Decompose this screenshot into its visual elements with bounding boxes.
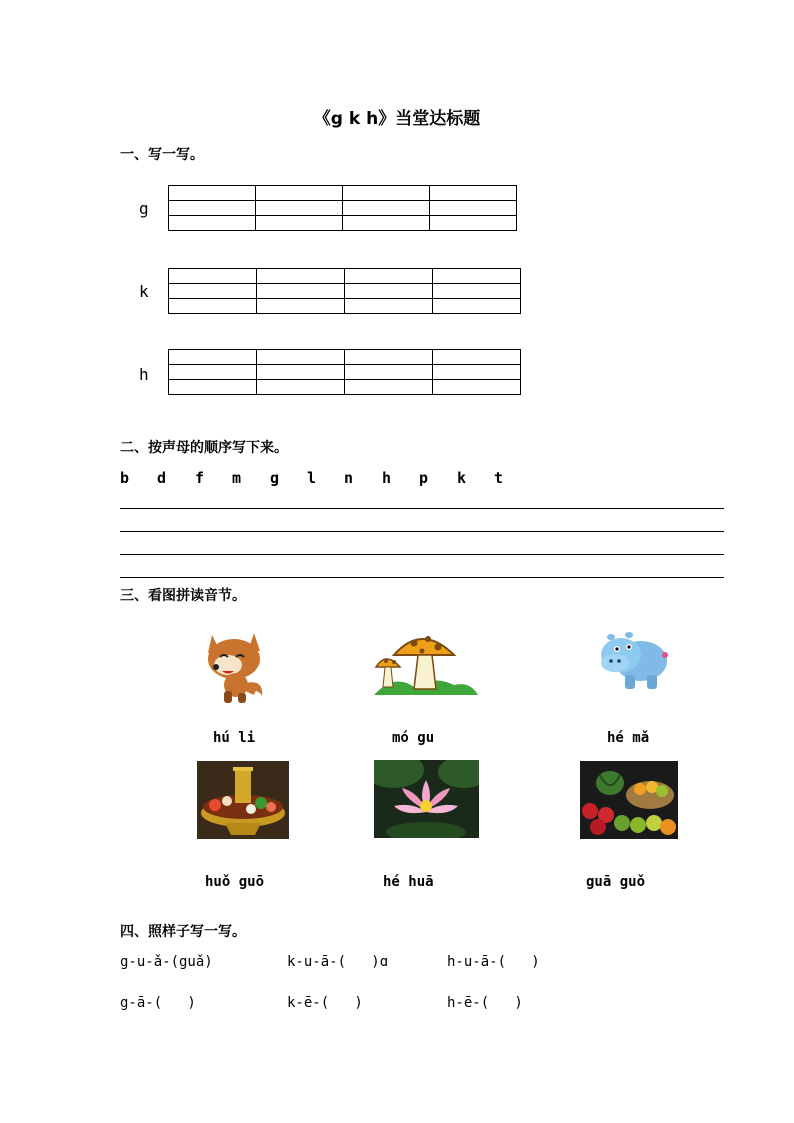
exercise-blank[interactable]: h-u-ā-( ) <box>447 954 540 970</box>
sequence-letter: b <box>120 469 130 487</box>
writing-grid-k[interactable] <box>168 268 521 314</box>
exercise-blank[interactable]: k-u-ā-( )ɑ <box>287 954 389 970</box>
sequence-letter: g <box>270 469 280 487</box>
section-3-heading: 三、看图拼读音节。 <box>120 588 246 604</box>
sequence-letter: t <box>494 469 504 487</box>
sequence-letter: k <box>457 469 467 487</box>
writing-grid-h[interactable] <box>168 349 521 395</box>
lotus-icon <box>374 760 479 838</box>
pinyin-label: hé huā <box>383 874 434 890</box>
section-2-heading: 二、按声母的顺序写下来。 <box>120 440 288 456</box>
pinyin-label: mó gu <box>392 730 435 746</box>
sequence-letter: d <box>157 469 167 487</box>
sequence-letter: m <box>232 469 242 487</box>
grid-letter-g: g <box>139 199 149 218</box>
sequence-letter: f <box>195 469 205 487</box>
pinyin-label: hú li <box>213 730 256 746</box>
hippo-icon <box>595 625 671 695</box>
exercise-blank[interactable]: k-ē-( ) <box>287 995 363 1011</box>
pinyin-label: guā guǒ <box>586 874 646 890</box>
section-4-heading: 四、照样子写一写。 <box>120 924 246 940</box>
sequence-letter: n <box>344 469 354 487</box>
hotpot-icon <box>197 761 289 839</box>
exercise-blank[interactable]: g-ā-( ) <box>120 995 196 1011</box>
fox-icon <box>198 625 270 705</box>
grid-letter-h: h <box>139 365 149 384</box>
writing-grid-g[interactable] <box>168 185 517 231</box>
writing-line[interactable] <box>120 577 724 578</box>
writing-line[interactable] <box>120 554 724 555</box>
page-title: 《g k h》当堂达标题 <box>313 109 481 129</box>
grid-letter-k: k <box>139 282 149 301</box>
exercise-blank[interactable]: h-ē-( ) <box>447 995 523 1011</box>
pinyin-label: huǒ guō <box>205 874 265 890</box>
sequence-letter: h <box>382 469 392 487</box>
sequence-letter: p <box>419 469 429 487</box>
example-answer: g-u-ǎ-(guǎ) <box>120 954 213 970</box>
sequence-letter: l <box>307 469 317 487</box>
mushroom-icon <box>374 629 478 699</box>
writing-line[interactable] <box>120 531 724 532</box>
section-1-heading: 一、写一写。 <box>120 147 204 163</box>
pinyin-label: hé mǎ <box>607 730 650 746</box>
writing-line[interactable] <box>120 508 724 509</box>
fruit-icon <box>580 761 678 839</box>
